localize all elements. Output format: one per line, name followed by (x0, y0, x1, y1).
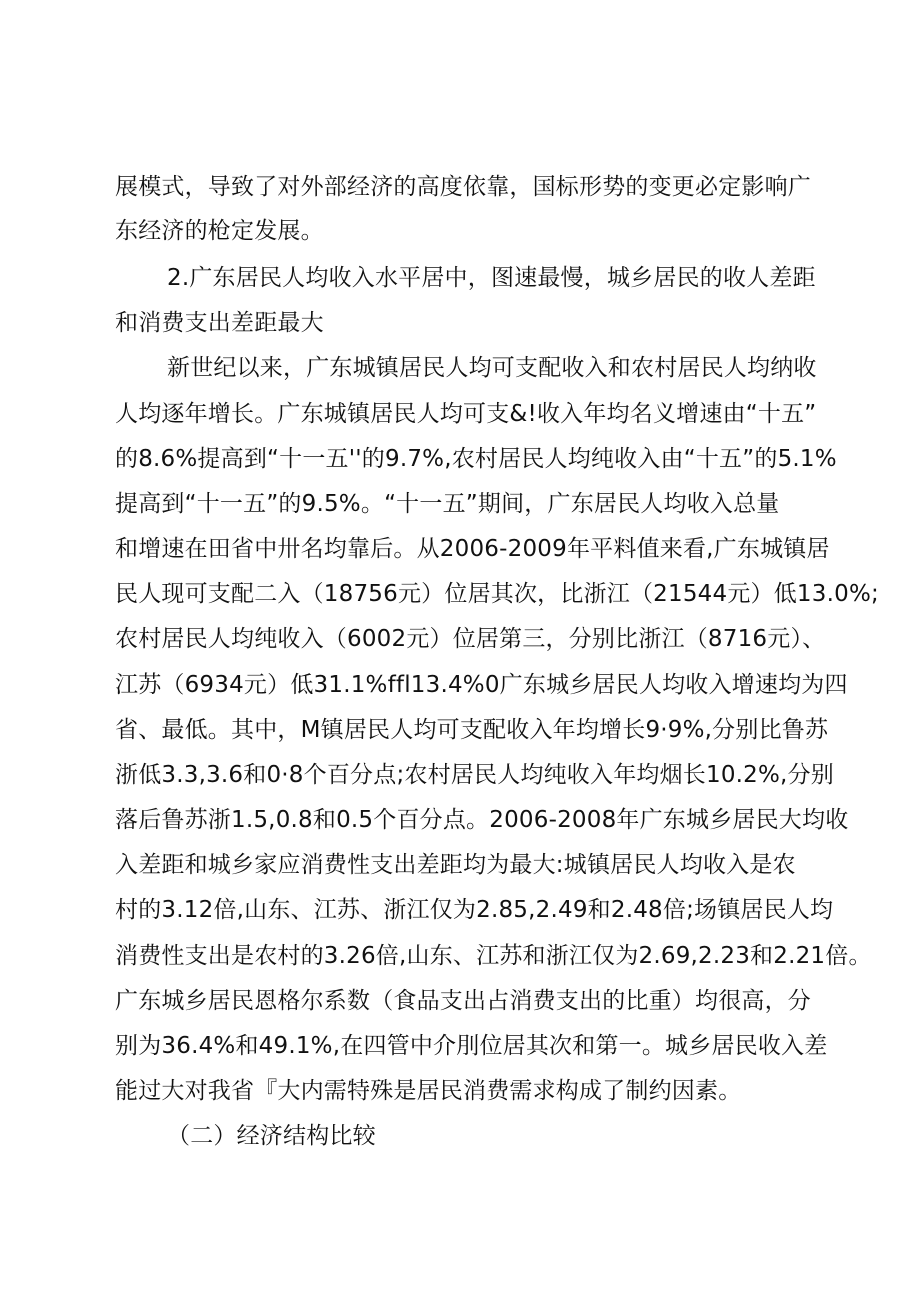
text-line: 展模式，导致了对外部经济的高度依靠，国标形势的变更必定影响广 (115, 174, 811, 200)
text-line: 人均逐年增长。广东城镇居民人均可支&!收入年均名义增速由“十五” (115, 401, 817, 427)
text-line: 能过大对我省『大内需特殊是居民消费需求构成了制约因素。 (115, 1078, 742, 1104)
text-line: 别为36.4%和49.1%,在四管中介刖位居其次和第一。城乡居民收入差 (115, 1033, 828, 1059)
text-line: 农村居民人均纯收入（6002元）位居第三，分别比浙江（8716元）、 (115, 626, 826, 652)
text-line: 新世纪以来，广东城镇居民人均可支配收入和农村居民人均纳收 (167, 355, 817, 381)
text-line: 提高到“十一五”的9.5%。“十一五”期间，广东居民人均收入总量 (115, 491, 780, 517)
text-line: 的8.6%提高到“十一五''的9.7%,农村居民人均纯收入由“十五”的5.1% (115, 446, 837, 472)
text-line: 省、最低。其中，M镇居民人均可支配收入年均增长9·9%,分别比鲁苏 (115, 717, 829, 743)
section-heading: （二）经济结构比较 (167, 1123, 376, 1149)
text-line: 东经济的枪定发展。 (115, 218, 324, 244)
text-line: 消费性支出是农村的3.26倍,山东、江苏和浙江仅为2.69,2.23和2.21倍。 (115, 943, 872, 969)
text-line: 和增速在田省中卅名均靠后。从2006-2009年平料值来看,广东城镇居 (115, 536, 830, 562)
text-line: 浙低3.3,3.6和0·8个百分点;农村居民人均纯收入年均烟长10.2%,分别 (115, 762, 834, 788)
text-line: 入差距和城乡家应消费性支出差距均为最大:城镇居民人均收入是农 (115, 852, 796, 878)
section-heading: 2.广东居民人均收入水平居中，图速最慢，城乡居民的收人差距 (167, 265, 816, 291)
text-line: 江苏（6934元）低31.1%ffl13.4%0广东城乡居民人均收入增速均为四 (115, 672, 848, 698)
section-heading: 和消费支出差距最大 (115, 310, 324, 336)
text-line: 落后鲁苏浙1.5,0.8和0.5个百分点。2006-2008年广东城乡居民大均收 (115, 807, 849, 833)
text-line: 民人现可支配二入（18756元）位居其次，比浙江（21544元）低13.0%; (115, 581, 879, 607)
text-line: 广东城乡居民恩格尔系数（食品支出占消费支出的比重）均很高，分 (115, 988, 811, 1014)
text-line: 村的3.12倍,山东、江苏、浙江仅为2.85,2.49和2.48倍;场镇居民人均 (115, 897, 834, 923)
